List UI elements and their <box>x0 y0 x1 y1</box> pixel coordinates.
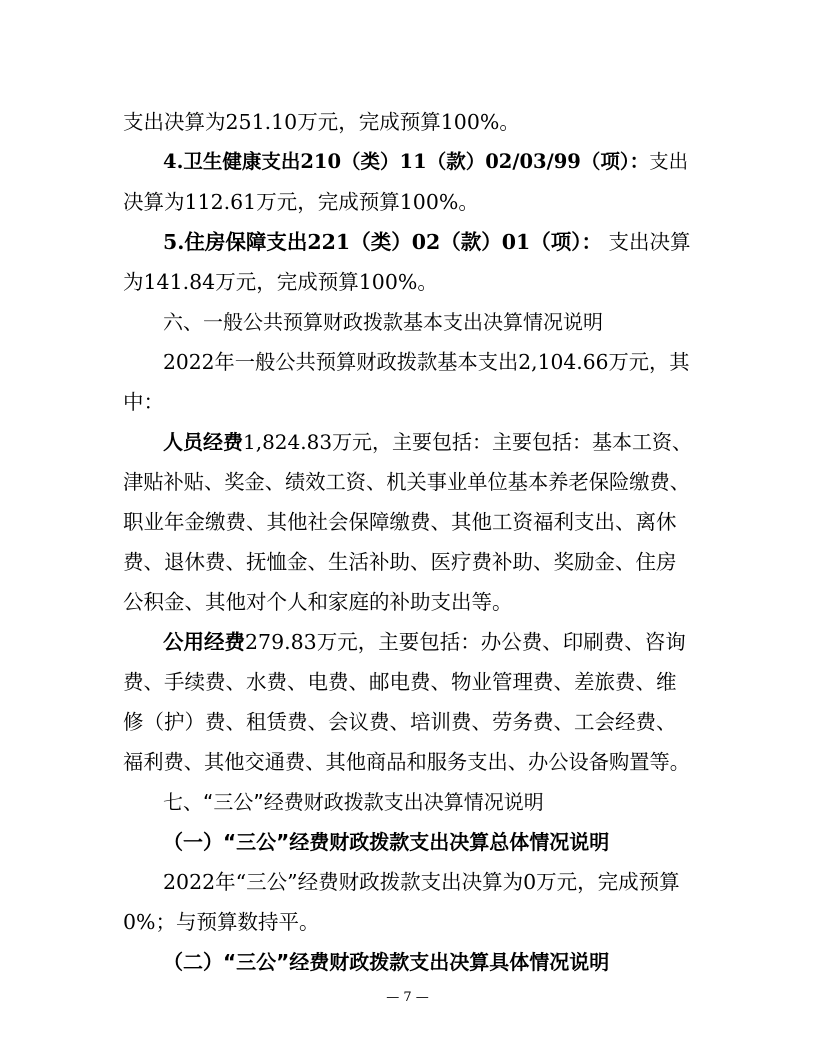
text-line: 为141.84万元，完成预算100%。 <box>123 270 438 294</box>
item-heading: 5.住房保障支出221（类）02（款）01（项）： <box>163 230 602 254</box>
section-heading-7: 七、“三公”经费财政拨款支出决算情况说明 <box>163 790 544 814</box>
subsection-heading-1: （一）“三公”经费财政拨款支出决算总体情况说明 <box>163 830 610 854</box>
text-line: 费、手续费、水费、电费、邮电费、物业管理费、差旅费、维 <box>123 670 677 694</box>
personnel-expenses-label: 人员经费 <box>163 430 243 454</box>
text-line: 职业年金缴费、其他社会保障缴费、其他工资福利支出、离休 <box>123 510 677 534</box>
subsection-heading-2: （二）“三公”经费财政拨款支出决算具体情况说明 <box>163 950 610 974</box>
item-heading: 4.卫生健康支出210（类）11（款）02/03/99（项）： <box>163 150 650 173</box>
text-line: 公积金、其他对个人和家庭的补助支出等。 <box>123 590 513 614</box>
text-line: 2022年一般公共预算财政拨款基本支出2,104.66万元，其 <box>163 350 690 374</box>
page-number: — 7 — <box>386 990 429 1005</box>
text-line: 支出决算为251.10万元，完成预算100%。 <box>123 110 520 134</box>
section-heading-6: 六、一般公共预算财政拨款基本支出决算情况说明 <box>163 310 603 334</box>
text-line: 中： <box>123 390 164 414</box>
personnel-expenses-line: 人员经费1,824.83万元，主要包括：主要包括：基本工资、 <box>163 430 693 454</box>
public-expenses-line: 公用经费279.83万元，主要包括：办公费、印刷费、咨询 <box>163 630 686 654</box>
text-line: 福利费、其他交通费、其他商品和服务支出、办公设备购置等。 <box>123 750 691 774</box>
text-line: 费、退休费、抚恤金、生活补助、医疗费补助、奖励金、住房 <box>123 550 677 574</box>
public-expenses-label: 公用经费 <box>163 630 245 654</box>
text-line: 津贴补贴、奖金、绩效工资、机关事业单位基本养老保险缴费、 <box>123 470 691 494</box>
item-4-health-spending: 4.卫生健康支出210（类）11（款）02/03/99（项）：支出 <box>163 150 689 173</box>
text-line: 2022年“三公”经费财政拨款支出决算为0万元，完成预算 <box>163 870 680 894</box>
text-line: 修（护）费、租赁费、会议费、培训费、劳务费、工会经费、 <box>123 710 677 734</box>
text-line: 决算为112.61万元，完成预算100%。 <box>123 190 479 214</box>
item-5-housing-spending: 5.住房保障支出221（类）02（款）01（项）： 支出决算 <box>163 230 691 254</box>
text-line: 0%；与预算数持平。 <box>123 910 320 934</box>
